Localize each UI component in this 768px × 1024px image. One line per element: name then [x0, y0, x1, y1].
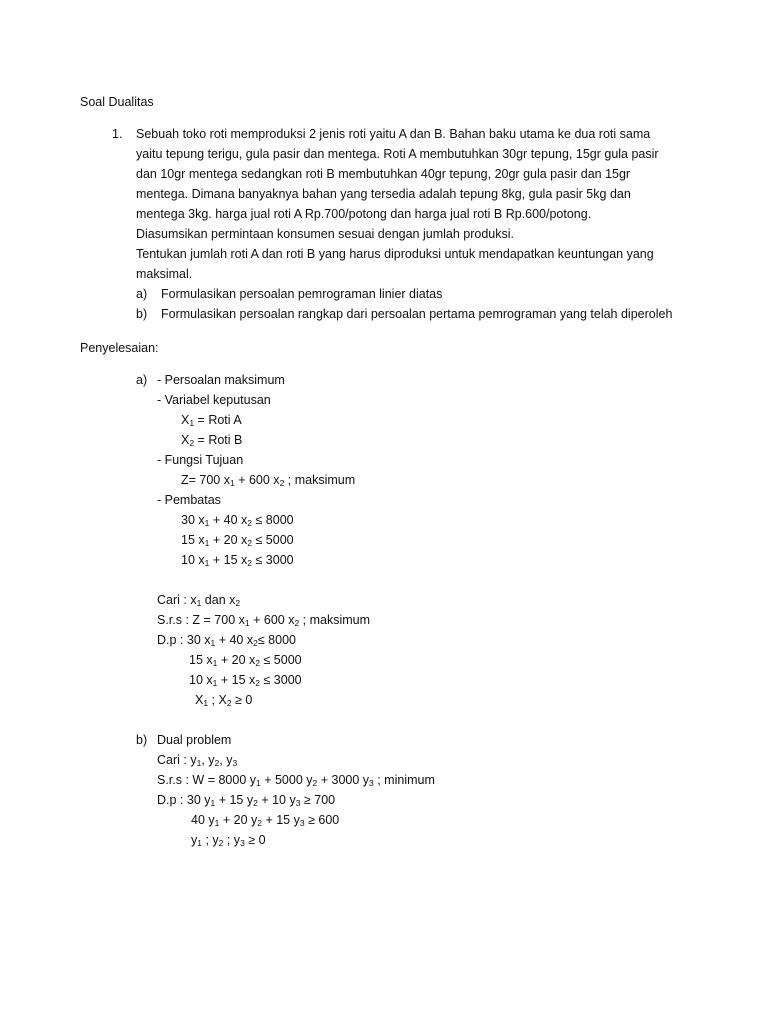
part-b-line: S.r.s : W = 8000 $y_1 + 5000$ $y_2 + 3000$ $y_3$ ; minimum [157, 773, 435, 788]
problem-line: Tentukan jumlah roti A dan roti B yang harus diproduksi untuk mendapatkan keuntungan yang [136, 247, 654, 261]
problem-line: Sebuah toko roti memproduksi 2 jenis roti yaitu A dan B. Bahan baku utama ke dua roti sama [136, 127, 651, 141]
part-a-line: Z= 700 $x_1 + 600$ $x_2$ ; maksimum [181, 473, 356, 488]
part-a-label: a) [136, 373, 148, 387]
part-b-line: D.p : 30 $y_1 + 15$ $y_2 + 10$ $y_3 \ge 700$ [157, 793, 336, 808]
part-a-line: - Fungsi Tujuan [157, 453, 244, 467]
part-a-line: 30 $x_1 + 40$ $x_2 \le 8000$ [181, 513, 294, 528]
part-b-line: $y_1$ ; $y_2$ ; $y_3 \ge 0$ [191, 833, 266, 848]
part-a-line: Cari : $x_1$ dan $x_2$ [157, 593, 241, 608]
document-title: Soal Dualitas [80, 95, 154, 109]
part-b-label: b) [136, 733, 148, 747]
problem-line: mentega 3kg. harga jual roti A Rp.700/potong dan harga jual roti B Rp.600/potong. [136, 207, 592, 221]
problem-line: dan 10gr mentega sedangkan roti B membutuhkan 40gr tepung, 20gr gula pasir dan 15gr [136, 167, 631, 181]
problem-line: mentega. Dimana banyaknya bahan yang tersedia adalah tepung 8kg, gula pasir 5kg dan [136, 187, 631, 201]
part-a-line: $X_2$ = Roti B [181, 433, 243, 448]
part-a-line: $X_1$ ; $X_2 \ge 0$ [195, 693, 253, 708]
problem-line: yaitu tepung terigu, gula pasir dan mentega. Roti A membutuhkan 30gr tepung, 15gr gula pasir [136, 147, 659, 161]
problem-line: Diasumsikan permintaan konsumen sesuai dengan jumlah produksi. [136, 227, 514, 241]
part-a-line: 15 $x_1 + 20$ $x_2 \le 5000$ [181, 533, 294, 548]
part-a-line: D.p : 30 $x_1 + 40$ $x_2\le 8000$ [157, 633, 296, 648]
problem-number: 1. [112, 127, 123, 141]
part-a-line: 10 $x_1 + 15$ $x_2 \le 3000$ [181, 553, 294, 568]
part-b-line: 40 $y_1 + 20$ $y_2 + 15$ $y_3 \ge 600$ [191, 813, 340, 828]
sub-question-b-label: b) [136, 307, 148, 321]
solution-heading: Penyelesaian: [80, 341, 159, 355]
part-a-line: S.r.s : Z = 700 $x_1 + 600$ $x_2$ ; maksimum [157, 613, 371, 628]
problem-line: maksimal. [136, 267, 193, 281]
sub-question-a-label: a) [136, 287, 148, 301]
part-b-line: Dual problem [157, 733, 232, 747]
sub-question-a-text: Formulasikan persoalan pemrograman linier diatas [161, 287, 443, 301]
part-a-line: $X_1$ = Roti A [181, 413, 242, 428]
part-a-line: - Pembatas [157, 493, 221, 507]
sub-question-b-text: Formulasikan persoalan rangkap dari persoalan pertama pemrograman yang telah diperoleh [161, 307, 673, 321]
part-a-line: - Variabel keputusan [157, 393, 271, 407]
part-a-line: 15 $x_1 + 20$ $x_2 \le 5000$ [189, 653, 302, 668]
part-a-line: 10 $x_1 + 15$ $x_2 \le 3000$ [189, 673, 302, 688]
part-b-line: Cari : $y_1$, $y_2$, $y_3$ [157, 753, 238, 768]
part-a-line: - Persoalan maksimum [157, 373, 285, 387]
